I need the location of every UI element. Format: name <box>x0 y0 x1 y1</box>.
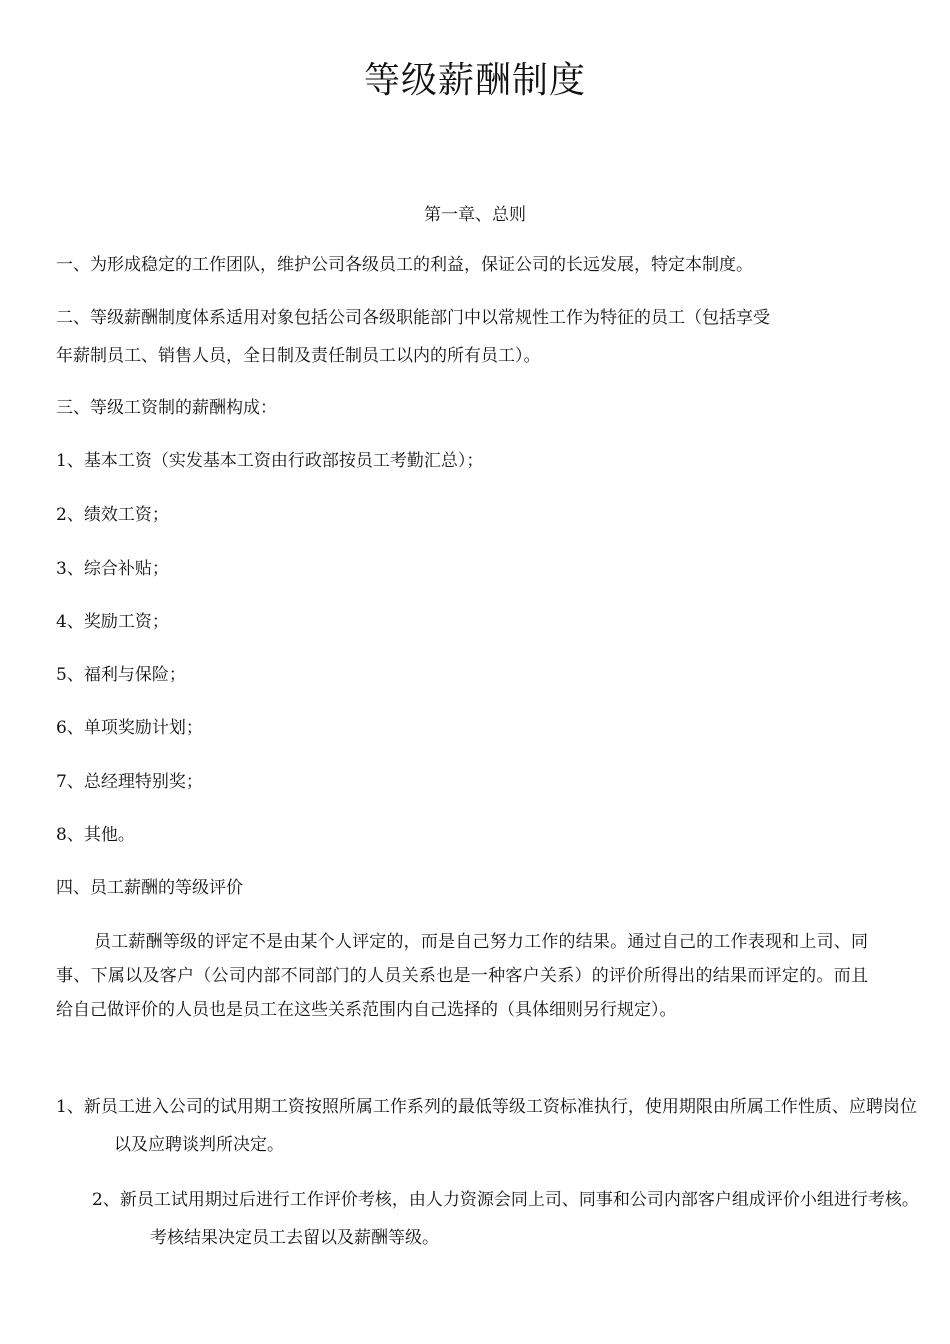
component-6: 6、单项奖励计划； <box>56 718 203 738</box>
clause-1: 一、为形成稳定的工作团队，维护公司各级员工的利益，保证公司的长远发展，特定本制度。 <box>56 255 753 275</box>
component-1: 1、基本工资（实发基本工资由行政部按员工考勤汇总）； <box>56 451 484 471</box>
component-2: 2、绩效工资； <box>56 505 169 525</box>
clause-4: 四、员工薪酬的等级评价 <box>56 878 243 898</box>
clause-2-line-1: 二、等级薪酬制度体系适用对象包括公司各级职能部门中以常规性工作为特征的员工（包括享受 <box>56 308 770 328</box>
rule-item-2: 2、新员工试用期过后进行工作评价考核，由人力资源会同上司、同事和公司内部客户组成评价小组进行考核。考核结果决定员工去留以及薪酬等级。 <box>92 1190 919 1248</box>
evaluation-paragraph: 员工薪酬等级的评定不是由某个人评定的，而是自己努力工作的结果。通过自己的工作表现和上司、同事、下属以及客户（公司内部不同部门的人员关系也是一种客户关系）的评价所得出的结果而评定的。而且给自己做评价的人员也是员工在这些关系范围内自己选择的（具体细则另行规定）。 <box>56 932 868 1020</box>
component-3: 3、综合补贴； <box>56 559 169 579</box>
component-4: 4、奖励工资； <box>56 612 169 632</box>
clause-2-line-2: 年薪制员工、销售人员，全日制及责任制员工以内的所有员工）。 <box>56 346 541 366</box>
rule-item-1: 1、新员工进入公司的试用期工资按照所属工作系列的最低等级工资标准执行，使用期限由所属工作性质、应聘岗位以及应聘谈判所决定。 <box>56 1097 917 1155</box>
clause-3: 三、等级工资制的薪酬构成： <box>56 398 277 418</box>
component-7: 7、总经理特别奖； <box>56 772 203 792</box>
component-5: 5、福利与保险； <box>56 665 186 685</box>
component-8: 8、其他。 <box>56 825 135 845</box>
chapter-heading: 第一章、总则 <box>424 205 526 225</box>
document-title: 等级薪酬制度 <box>363 60 586 101</box>
